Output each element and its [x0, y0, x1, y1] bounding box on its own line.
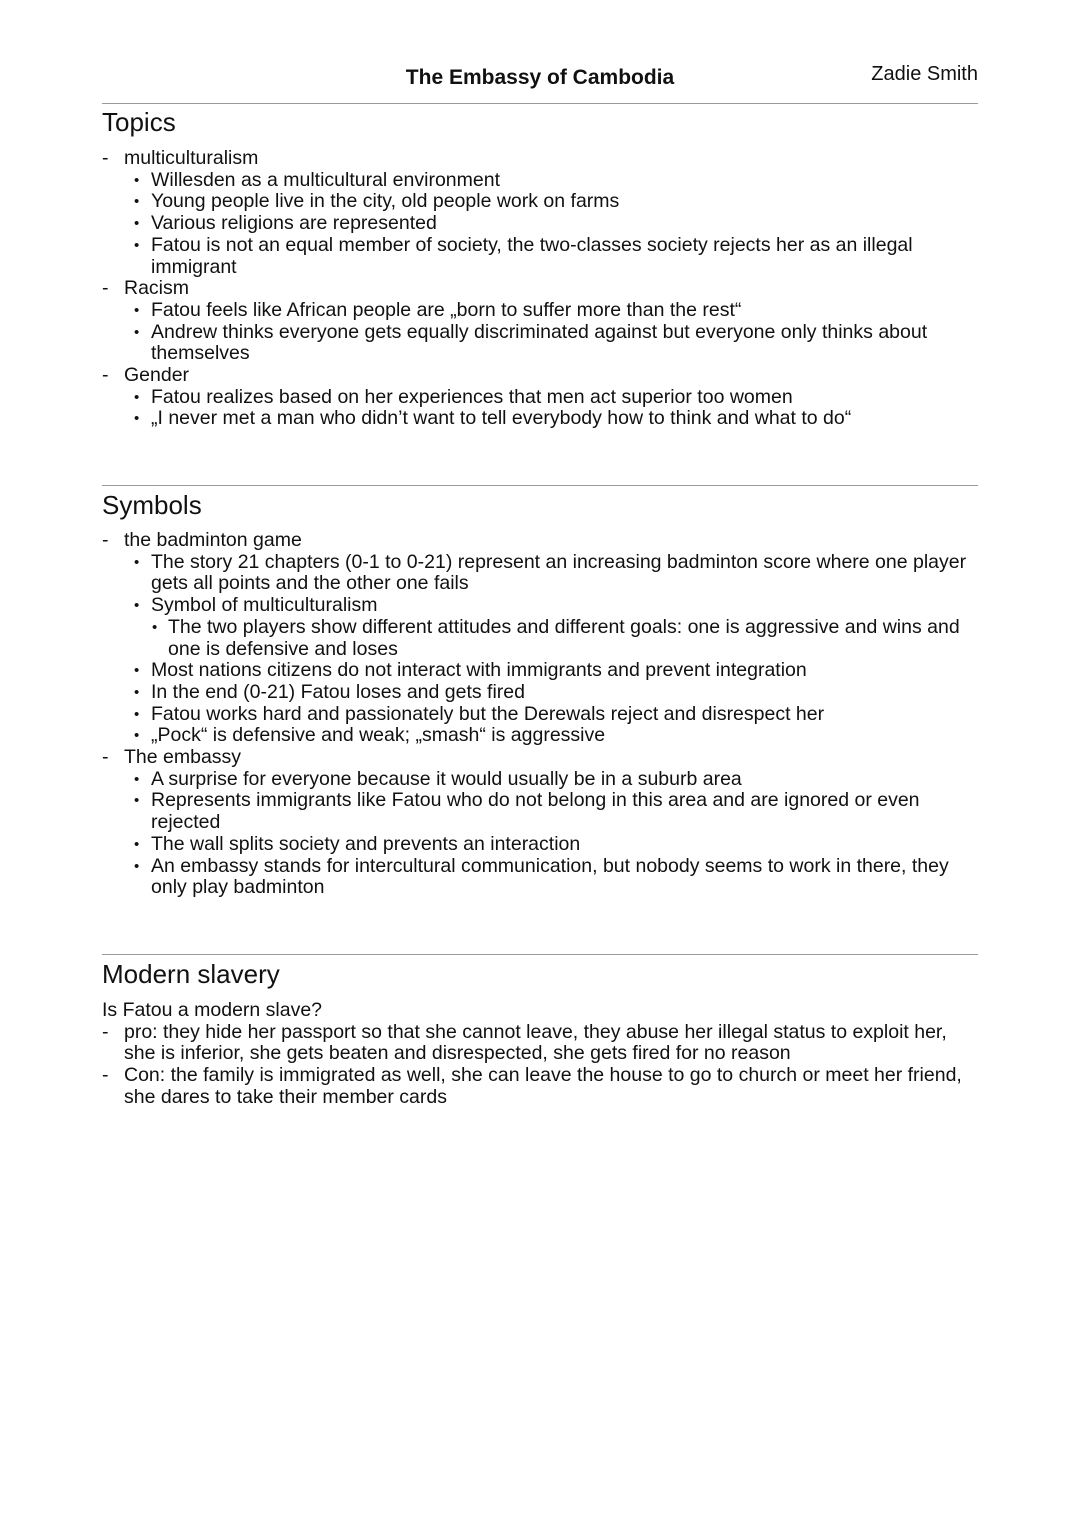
slavery-list	[102, 1000, 978, 1109]
list-item: • Fatou feels like African people are „born to suffer more than the rest“	[102, 300, 978, 322]
slavery-question: Is Fatou a modern slave?	[102, 999, 323, 1021]
document-title: The Embassy of Cambodia	[405, 66, 675, 89]
symbols-heading: Symbols	[102, 490, 202, 520]
list-item: • The two players show different attitudes and different goals: one is aggressive and wins and one is defensive and loses	[102, 617, 978, 660]
topics-section	[102, 106, 978, 430]
list-item: • Most nations citizens do not interact with immigrants and prevent integration	[102, 660, 978, 682]
list-item: • Various religions are represented	[102, 213, 978, 235]
list-item: • In the end (0-21) Fatou loses and gets fired	[102, 682, 978, 704]
list-item: • The story 21 chapters (0-1 to 0-21) represent an increasing badminton score where one player gets all points and the other one fails	[102, 552, 978, 595]
list-item: - Racism	[102, 278, 978, 300]
document-page	[102, 0, 978, 1108]
topics-list	[102, 148, 978, 430]
list-item: - pro: they hide her passport so that she cannot leave, they abuse her illegal status to exploit her, she is inferior, she gets beaten and disrespected, she gets fired for no reason	[102, 1022, 978, 1065]
list-item: • The wall splits society and prevents an interaction	[102, 834, 978, 856]
list-item: - The embassy	[102, 747, 978, 769]
list-item: • Symbol of multiculturalism	[102, 595, 978, 617]
list-item: - multiculturalism	[102, 148, 978, 170]
list-item: - the badminton game	[102, 530, 978, 552]
list-item: • Represents immigrants like Fatou who do not belong in this area and are ignored or even rejected	[102, 790, 978, 833]
author-name: Zadie Smith	[871, 63, 978, 85]
list-item: • Fatou realizes based on her experiences that men act superior too women	[102, 387, 978, 409]
list-item: • Andrew thinks everyone gets equally discriminated against but everyone only thinks about themselves	[102, 322, 978, 365]
slavery-section	[102, 954, 978, 1109]
list-item: • Willesden as a multicultural environment	[102, 170, 978, 192]
list-item: • A surprise for everyone because it would usually be in a suburb area	[102, 769, 978, 791]
symbols-section	[102, 485, 978, 899]
document-header	[102, 0, 978, 104]
list-item: - Gender	[102, 365, 978, 387]
list-item: • Young people live in the city, old people work on farms	[102, 191, 978, 213]
list-item: • Fatou is not an equal member of society, the two-classes society rejects her as an illegal immigrant	[102, 235, 978, 278]
symbols-list	[102, 530, 978, 899]
slavery-heading: Modern slavery	[102, 959, 280, 989]
list-item: • Fatou works hard and passionately but the Derewals reject and disrespect her	[102, 704, 978, 726]
list-item: • „Pock“ is defensive and weak; „smash“ is aggressive	[102, 725, 978, 747]
list-item: • „I never met a man who didn’t want to tell everybody how to think and what to do“	[102, 408, 978, 430]
list-item: • An embassy stands for intercultural communication, but nobody seems to work in there, they only play badminton	[102, 856, 978, 899]
topics-heading: Topics	[102, 107, 176, 137]
list-item: - Con: the family is immigrated as well, she can leave the house to go to church or meet her friend, she dares to take their member cards	[102, 1065, 978, 1108]
